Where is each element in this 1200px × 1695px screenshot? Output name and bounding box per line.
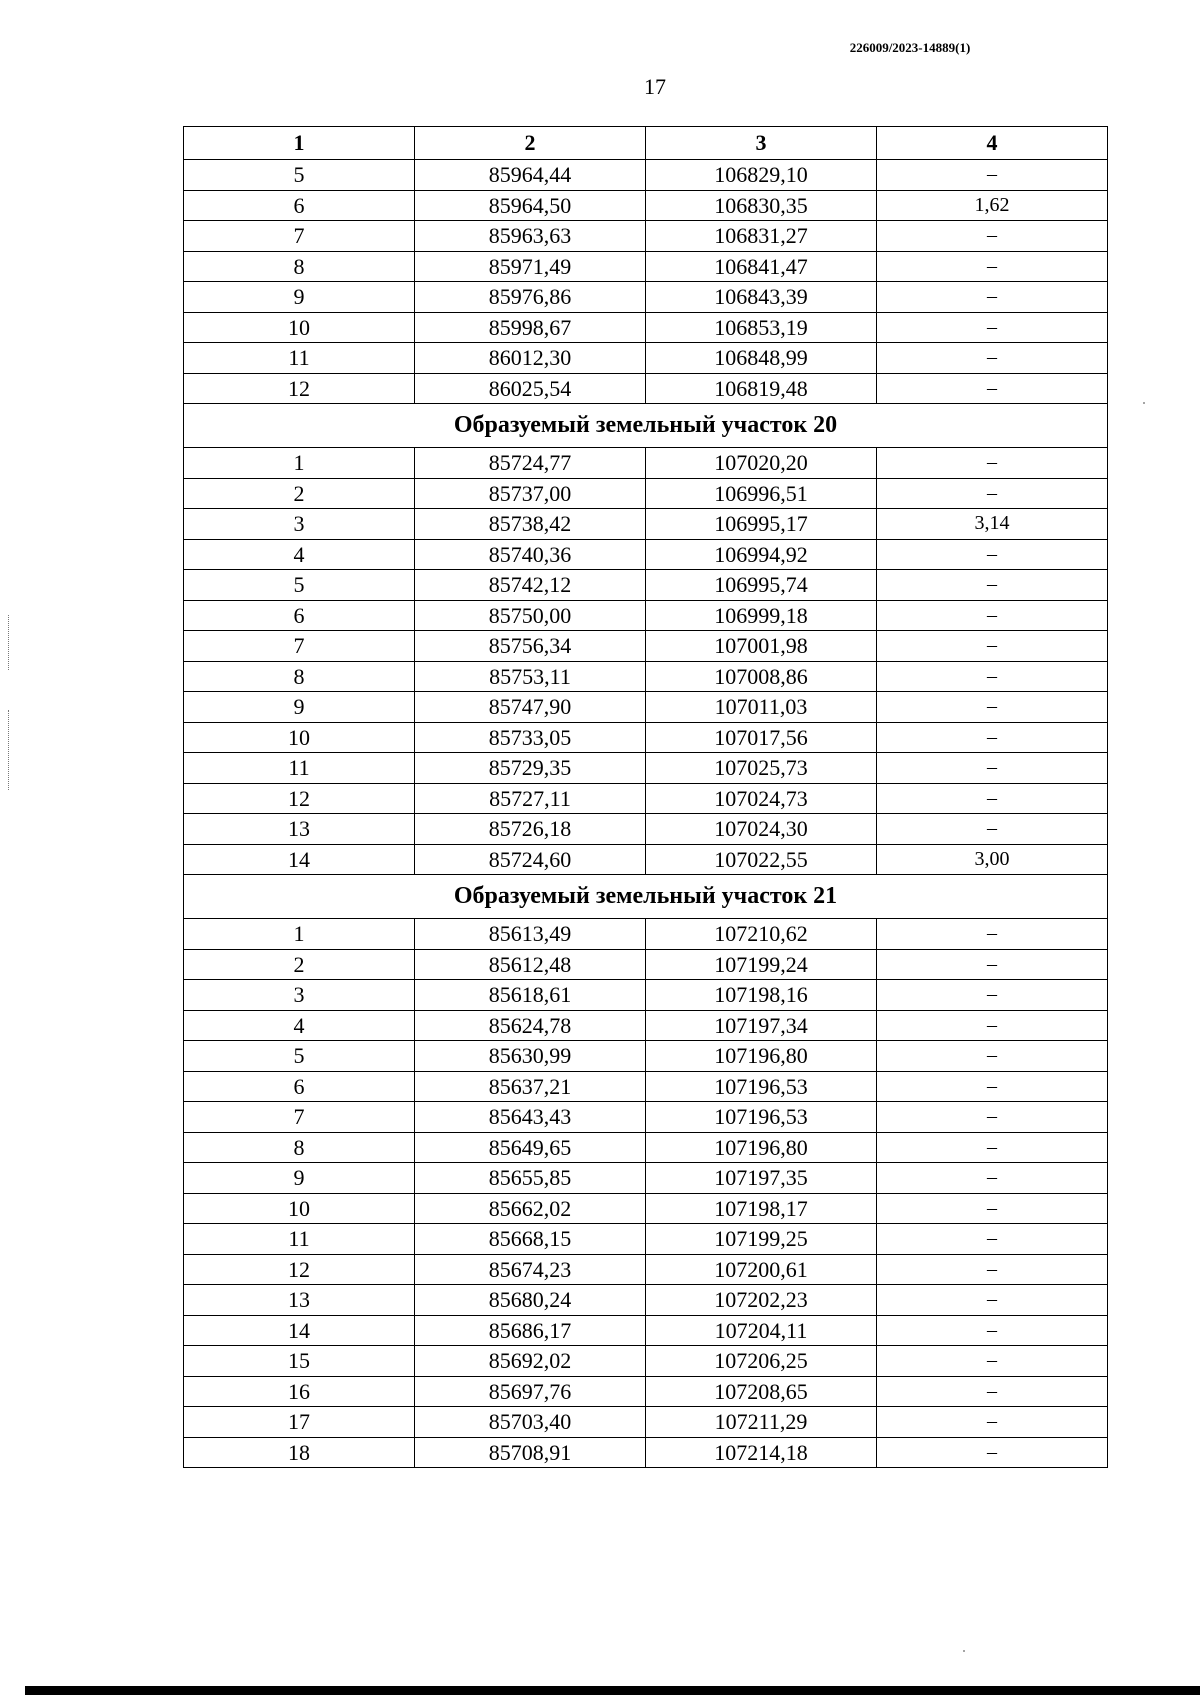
x-coordinate-cell: 85976,86 — [415, 282, 646, 313]
measure-cell: – — [877, 1010, 1108, 1041]
y-coordinate-cell: 107199,25 — [646, 1224, 877, 1255]
y-coordinate-cell: 107024,30 — [646, 814, 877, 845]
y-coordinate-cell: 107020,20 — [646, 448, 877, 479]
x-coordinate-cell: 85742,12 — [415, 570, 646, 601]
y-coordinate-cell: 107198,17 — [646, 1193, 877, 1224]
x-coordinate-cell: 85708,91 — [415, 1437, 646, 1468]
table-row — [184, 919, 1108, 950]
y-coordinate-cell: 107022,55 — [646, 844, 877, 875]
table-row — [184, 1102, 1108, 1133]
table-body — [184, 160, 1108, 1468]
y-coordinate-cell: 106994,92 — [646, 539, 877, 570]
measure-cell: – — [877, 1041, 1108, 1072]
measure-cell: – — [877, 448, 1108, 479]
y-coordinate-cell: 107198,16 — [646, 980, 877, 1011]
x-coordinate-cell: 85630,99 — [415, 1041, 646, 1072]
measure-cell: – — [877, 1132, 1108, 1163]
point-number-cell: 16 — [184, 1376, 415, 1407]
table-row — [184, 844, 1108, 875]
section-title: Образуемый земельный участок 21 — [184, 875, 1108, 919]
x-coordinate-cell: 85756,34 — [415, 631, 646, 662]
measure-cell: – — [877, 1407, 1108, 1438]
table-row — [184, 1224, 1108, 1255]
x-coordinate-cell: 85674,23 — [415, 1254, 646, 1285]
measure-cell: – — [877, 282, 1108, 313]
measure-cell: – — [877, 373, 1108, 404]
point-number-cell: 9 — [184, 282, 415, 313]
x-coordinate-cell: 85964,44 — [415, 160, 646, 191]
y-coordinate-cell: 107008,86 — [646, 661, 877, 692]
measure-cell: – — [877, 753, 1108, 784]
table-row — [184, 692, 1108, 723]
y-coordinate-cell: 107017,56 — [646, 722, 877, 753]
y-coordinate-cell: 107199,24 — [646, 949, 877, 980]
x-coordinate-cell: 85649,65 — [415, 1132, 646, 1163]
x-coordinate-cell: 86025,54 — [415, 373, 646, 404]
y-coordinate-cell: 107211,29 — [646, 1407, 877, 1438]
table-row — [184, 448, 1108, 479]
point-number-cell: 8 — [184, 251, 415, 282]
point-number-cell: 8 — [184, 1132, 415, 1163]
point-number-cell: 10 — [184, 1193, 415, 1224]
measure-cell: – — [877, 570, 1108, 601]
point-number-cell: 1 — [184, 448, 415, 479]
point-number-cell: 12 — [184, 783, 415, 814]
column-header: 1 — [184, 127, 415, 160]
y-coordinate-cell: 107206,25 — [646, 1346, 877, 1377]
y-coordinate-cell: 106841,47 — [646, 251, 877, 282]
measure-cell: – — [877, 1224, 1108, 1255]
y-coordinate-cell: 107024,73 — [646, 783, 877, 814]
point-number-cell: 7 — [184, 631, 415, 662]
y-coordinate-cell: 106843,39 — [646, 282, 877, 313]
point-number-cell: 5 — [184, 570, 415, 601]
x-coordinate-cell: 85747,90 — [415, 692, 646, 723]
point-number-cell: 12 — [184, 373, 415, 404]
y-coordinate-cell: 107197,35 — [646, 1163, 877, 1194]
measure-cell: – — [877, 478, 1108, 509]
point-number-cell: 2 — [184, 478, 415, 509]
table-row — [184, 949, 1108, 980]
table-row — [184, 570, 1108, 601]
table-row — [184, 1285, 1108, 1316]
y-coordinate-cell: 107196,53 — [646, 1102, 877, 1133]
scan-bottom-edge — [25, 1686, 1200, 1695]
section-heading-row — [184, 875, 1108, 919]
document-id: 226009/2023-14889(1) — [849, 40, 971, 55]
y-coordinate-cell: 107197,34 — [646, 1010, 877, 1041]
table-row — [184, 539, 1108, 570]
measure-cell: – — [877, 221, 1108, 252]
x-coordinate-cell: 85697,76 — [415, 1376, 646, 1407]
table-row — [184, 373, 1108, 404]
x-coordinate-cell: 85733,05 — [415, 722, 646, 753]
x-coordinate-cell: 85686,17 — [415, 1315, 646, 1346]
x-coordinate-cell: 85729,35 — [415, 753, 646, 784]
measure-cell: – — [877, 783, 1108, 814]
point-number-cell: 8 — [184, 661, 415, 692]
table-row — [184, 160, 1108, 191]
measure-cell: – — [877, 1285, 1108, 1316]
table-row — [184, 1437, 1108, 1468]
table-row — [184, 190, 1108, 221]
scan-speck — [963, 1650, 965, 1652]
measure-cell: – — [877, 160, 1108, 191]
measure-cell: – — [877, 1071, 1108, 1102]
x-coordinate-cell: 85624,78 — [415, 1010, 646, 1041]
measure-cell: – — [877, 722, 1108, 753]
column-header: 3 — [646, 127, 877, 160]
measure-cell: – — [877, 1163, 1108, 1194]
y-coordinate-cell: 106999,18 — [646, 600, 877, 631]
point-number-cell: 13 — [184, 814, 415, 845]
y-coordinate-cell: 106848,99 — [646, 343, 877, 374]
measure-cell: – — [877, 1102, 1108, 1133]
y-coordinate-cell: 107001,98 — [646, 631, 877, 662]
x-coordinate-cell: 85680,24 — [415, 1285, 646, 1316]
point-number-cell: 1 — [184, 919, 415, 950]
table-row — [184, 1132, 1108, 1163]
coordinates-table — [183, 126, 1108, 1468]
x-coordinate-cell: 85668,15 — [415, 1224, 646, 1255]
y-coordinate-cell: 107025,73 — [646, 753, 877, 784]
table-row — [184, 221, 1108, 252]
y-coordinate-cell: 107208,65 — [646, 1376, 877, 1407]
point-number-cell: 4 — [184, 539, 415, 570]
x-coordinate-cell: 85613,49 — [415, 919, 646, 950]
y-coordinate-cell: 106819,48 — [646, 373, 877, 404]
point-number-cell: 7 — [184, 1102, 415, 1133]
section-heading-row — [184, 404, 1108, 448]
y-coordinate-cell: 107204,11 — [646, 1315, 877, 1346]
measure-cell: – — [877, 539, 1108, 570]
x-coordinate-cell: 85703,40 — [415, 1407, 646, 1438]
y-coordinate-cell: 106830,35 — [646, 190, 877, 221]
point-number-cell: 5 — [184, 160, 415, 191]
point-number-cell: 11 — [184, 343, 415, 374]
table-row — [184, 600, 1108, 631]
x-coordinate-cell: 85738,42 — [415, 509, 646, 540]
measure-cell: – — [877, 631, 1108, 662]
table-row — [184, 783, 1108, 814]
measure-cell: – — [877, 1437, 1108, 1468]
table-row — [184, 1041, 1108, 1072]
y-coordinate-cell: 107011,03 — [646, 692, 877, 723]
measure-cell: – — [877, 600, 1108, 631]
page-number: 17 — [644, 74, 666, 99]
point-number-cell: 9 — [184, 1163, 415, 1194]
point-number-cell: 10 — [184, 312, 415, 343]
point-number-cell: 7 — [184, 221, 415, 252]
y-coordinate-cell: 107196,53 — [646, 1071, 877, 1102]
table-row — [184, 509, 1108, 540]
section-title: Образуемый земельный участок 20 — [184, 404, 1108, 448]
table-row — [184, 1407, 1108, 1438]
point-number-cell: 9 — [184, 692, 415, 723]
measure-cell: – — [877, 1254, 1108, 1285]
measure-cell: 3,14 — [877, 509, 1108, 540]
table-row — [184, 631, 1108, 662]
point-number-cell: 3 — [184, 509, 415, 540]
point-number-cell: 15 — [184, 1346, 415, 1377]
point-number-cell: 11 — [184, 753, 415, 784]
point-number-cell: 18 — [184, 1437, 415, 1468]
point-number-cell: 4 — [184, 1010, 415, 1041]
x-coordinate-cell: 86012,30 — [415, 343, 646, 374]
point-number-cell: 5 — [184, 1041, 415, 1072]
x-coordinate-cell: 85726,18 — [415, 814, 646, 845]
table-row — [184, 312, 1108, 343]
table-row — [184, 1376, 1108, 1407]
table-row — [184, 251, 1108, 282]
x-coordinate-cell: 85964,50 — [415, 190, 646, 221]
x-coordinate-cell: 85740,36 — [415, 539, 646, 570]
table-row — [184, 753, 1108, 784]
y-coordinate-cell: 107200,61 — [646, 1254, 877, 1285]
x-coordinate-cell: 85643,43 — [415, 1102, 646, 1133]
y-coordinate-cell: 106831,27 — [646, 221, 877, 252]
measure-cell: – — [877, 343, 1108, 374]
y-coordinate-cell: 107214,18 — [646, 1437, 877, 1468]
table-row — [184, 1163, 1108, 1194]
point-number-cell: 10 — [184, 722, 415, 753]
table-row — [184, 814, 1108, 845]
column-header: 4 — [877, 127, 1108, 160]
table-row — [184, 1254, 1108, 1285]
measure-cell: – — [877, 949, 1108, 980]
x-coordinate-cell: 85637,21 — [415, 1071, 646, 1102]
measure-cell: 3,00 — [877, 844, 1108, 875]
scan-speck — [1143, 402, 1145, 404]
scan-margin-dots — [8, 710, 13, 790]
measure-cell: – — [877, 814, 1108, 845]
measure-cell: – — [877, 251, 1108, 282]
point-number-cell: 14 — [184, 1315, 415, 1346]
y-coordinate-cell: 106995,74 — [646, 570, 877, 601]
x-coordinate-cell: 85737,00 — [415, 478, 646, 509]
x-coordinate-cell: 85662,02 — [415, 1193, 646, 1224]
x-coordinate-cell: 85618,61 — [415, 980, 646, 1011]
x-coordinate-cell: 85750,00 — [415, 600, 646, 631]
point-number-cell: 2 — [184, 949, 415, 980]
measure-cell: – — [877, 1193, 1108, 1224]
measure-cell: – — [877, 980, 1108, 1011]
x-coordinate-cell: 85724,77 — [415, 448, 646, 479]
y-coordinate-cell: 107202,23 — [646, 1285, 877, 1316]
point-number-cell: 6 — [184, 190, 415, 221]
table-row — [184, 1315, 1108, 1346]
x-coordinate-cell: 85963,63 — [415, 221, 646, 252]
point-number-cell: 12 — [184, 1254, 415, 1285]
table-header — [184, 127, 1108, 160]
point-number-cell: 13 — [184, 1285, 415, 1316]
y-coordinate-cell: 107196,80 — [646, 1041, 877, 1072]
point-number-cell: 17 — [184, 1407, 415, 1438]
table-row — [184, 722, 1108, 753]
table-row — [184, 478, 1108, 509]
point-number-cell: 3 — [184, 980, 415, 1011]
table-row — [184, 282, 1108, 313]
point-number-cell: 6 — [184, 600, 415, 631]
table-row — [184, 980, 1108, 1011]
measure-cell: – — [877, 692, 1108, 723]
y-coordinate-cell: 106995,17 — [646, 509, 877, 540]
x-coordinate-cell: 85998,67 — [415, 312, 646, 343]
x-coordinate-cell: 85753,11 — [415, 661, 646, 692]
x-coordinate-cell: 85692,02 — [415, 1346, 646, 1377]
x-coordinate-cell: 85655,85 — [415, 1163, 646, 1194]
measure-cell: – — [877, 919, 1108, 950]
column-header-row — [184, 127, 1108, 160]
scan-margin-dots — [8, 615, 13, 670]
table-row — [184, 661, 1108, 692]
measure-cell: – — [877, 312, 1108, 343]
table-row — [184, 1346, 1108, 1377]
x-coordinate-cell: 85971,49 — [415, 251, 646, 282]
table-row — [184, 1071, 1108, 1102]
column-header: 2 — [415, 127, 646, 160]
y-coordinate-cell: 106996,51 — [646, 478, 877, 509]
point-number-cell: 14 — [184, 844, 415, 875]
measure-cell: – — [877, 661, 1108, 692]
measure-cell: – — [877, 1346, 1108, 1377]
y-coordinate-cell: 106829,10 — [646, 160, 877, 191]
x-coordinate-cell: 85612,48 — [415, 949, 646, 980]
point-number-cell: 6 — [184, 1071, 415, 1102]
table-row — [184, 1193, 1108, 1224]
measure-cell: 1,62 — [877, 190, 1108, 221]
table-row — [184, 1010, 1108, 1041]
y-coordinate-cell: 106853,19 — [646, 312, 877, 343]
measure-cell: – — [877, 1315, 1108, 1346]
point-number-cell: 11 — [184, 1224, 415, 1255]
measure-cell: – — [877, 1376, 1108, 1407]
y-coordinate-cell: 107196,80 — [646, 1132, 877, 1163]
x-coordinate-cell: 85727,11 — [415, 783, 646, 814]
table-row — [184, 343, 1108, 374]
y-coordinate-cell: 107210,62 — [646, 919, 877, 950]
x-coordinate-cell: 85724,60 — [415, 844, 646, 875]
